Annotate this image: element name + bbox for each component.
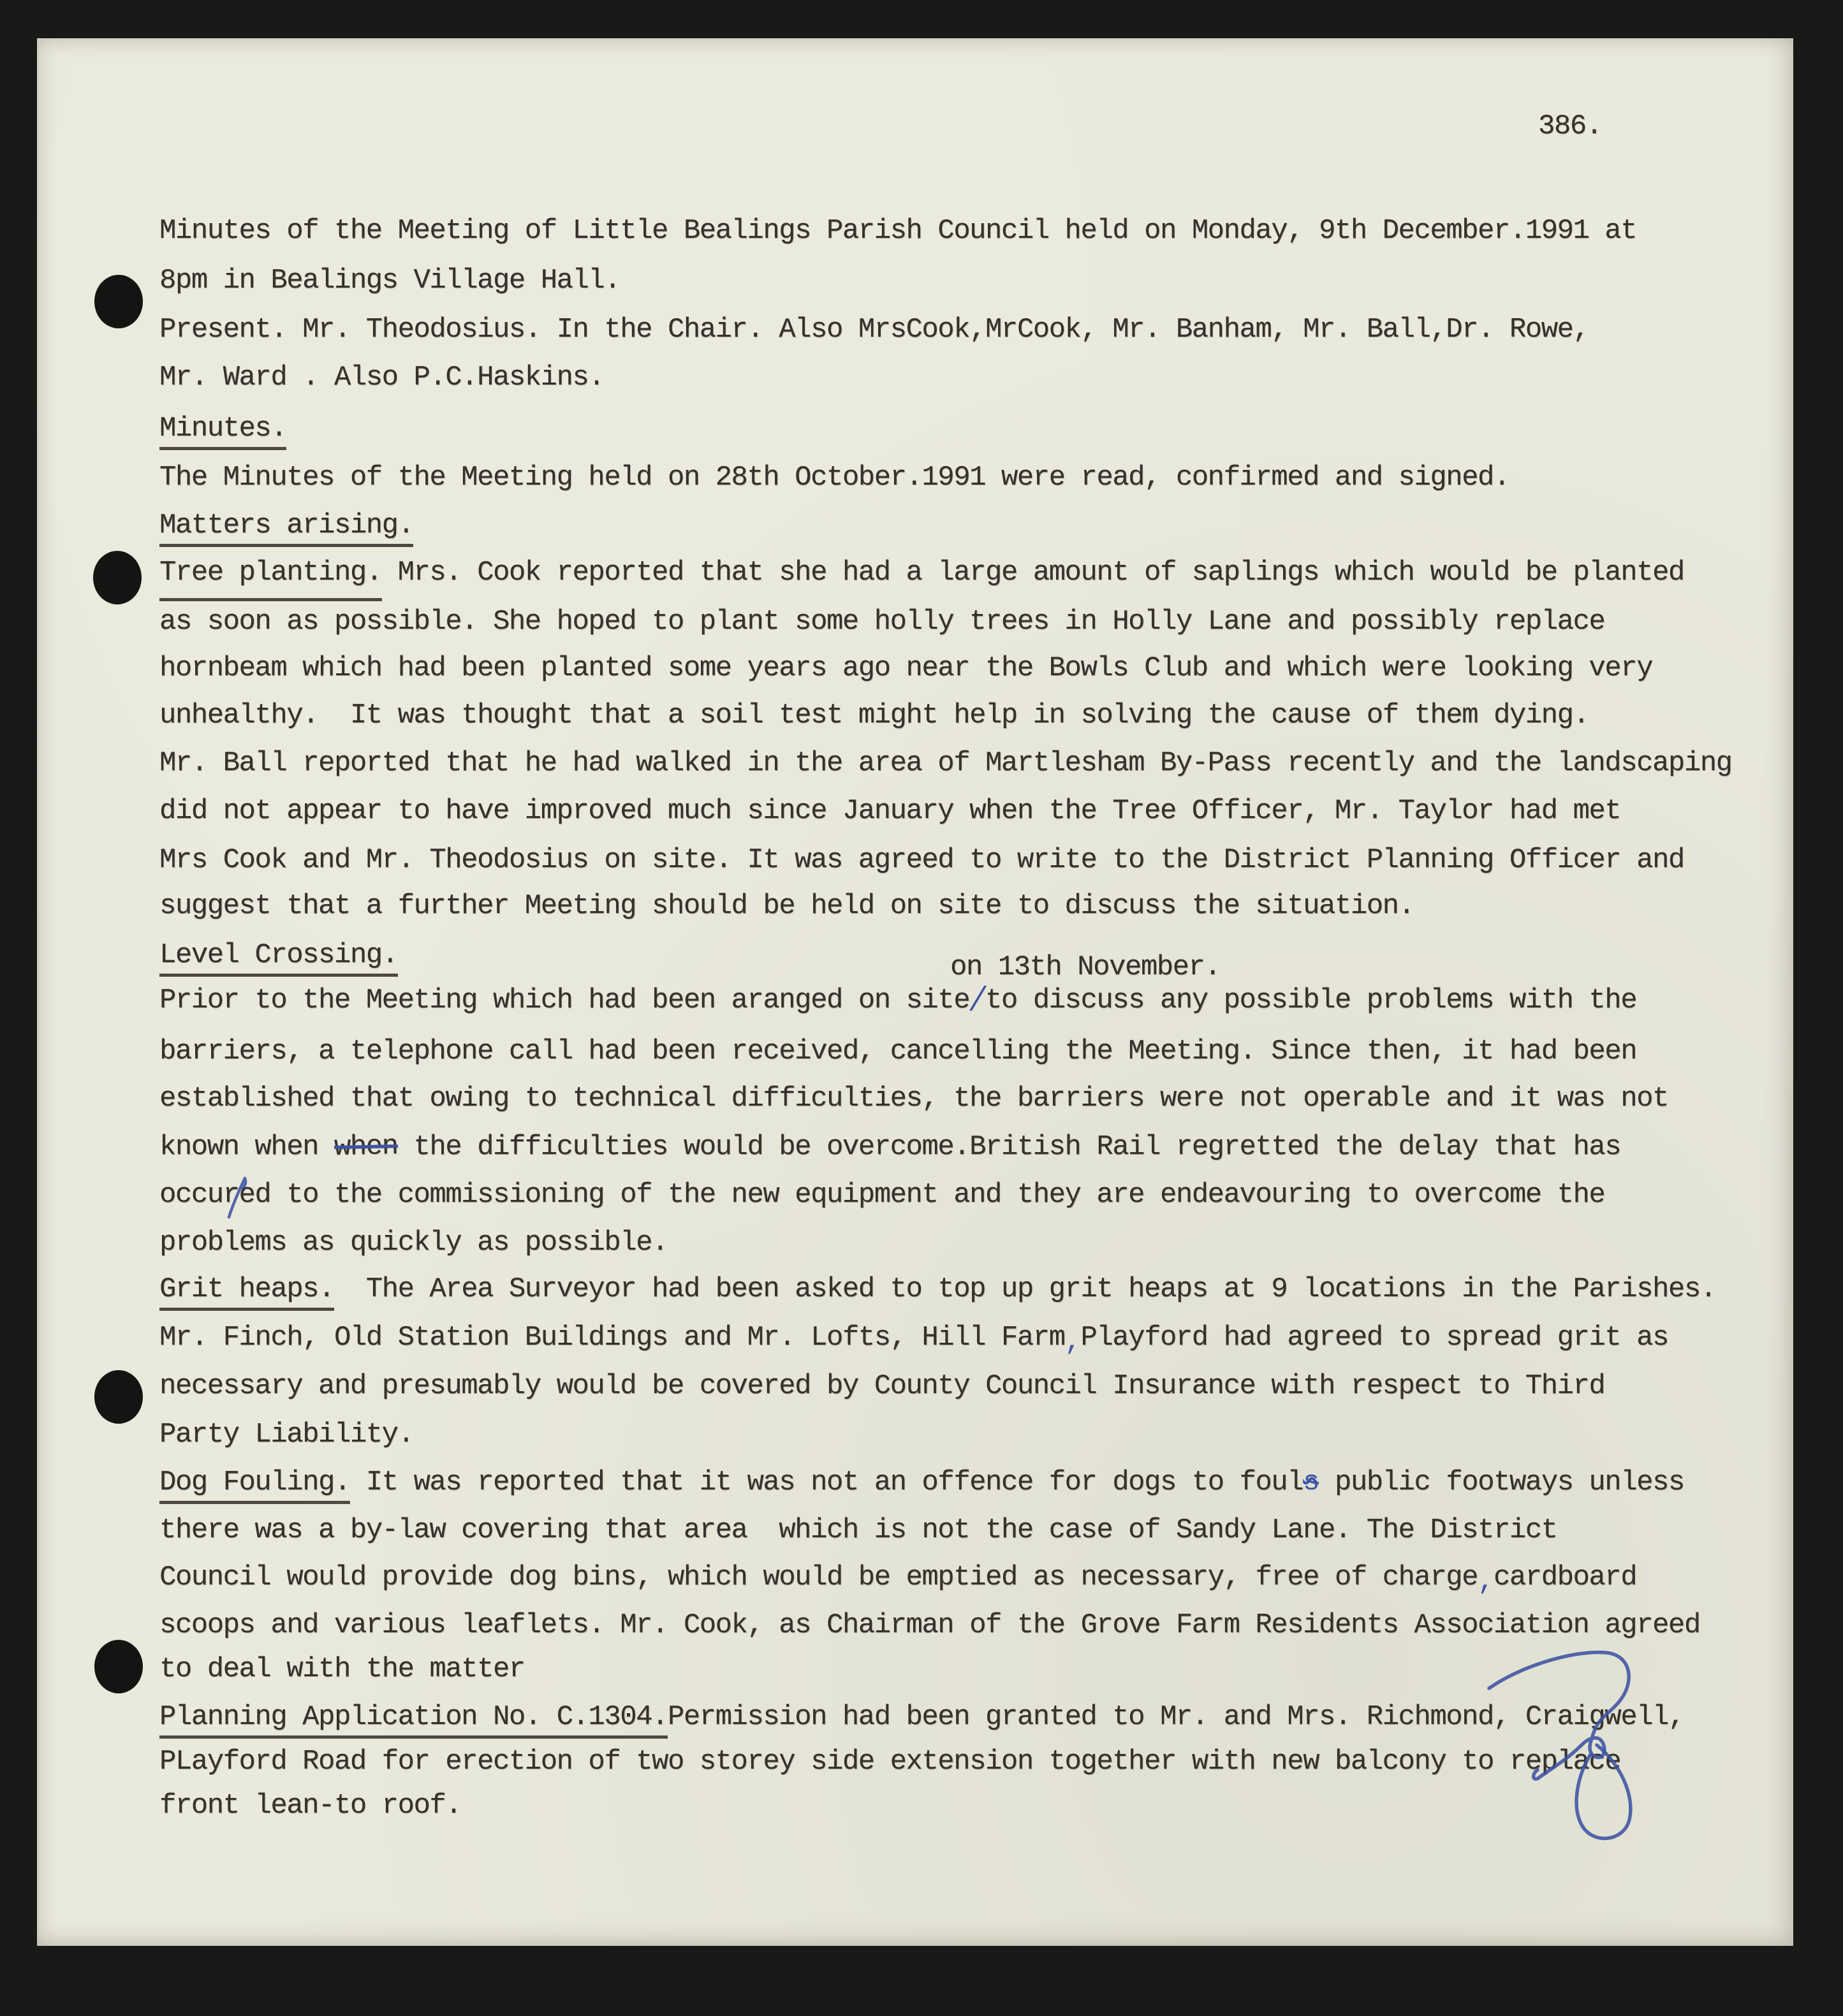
section-heading-tree-planting: Tree planting. [159,557,382,601]
doc-line: to deal with the matter [159,1653,525,1685]
section-heading-level-crossing: Level Crossing. [159,939,398,977]
pen-struck-word: when [334,1130,399,1164]
doc-line [159,1561,1637,1598]
doc-line: hornbeam which had been planted some years ago near the Bowls Club and which were looking very [159,652,1653,684]
section-heading-matters-arising: Matters arising. [159,509,413,547]
doc-line [159,1273,1716,1305]
doc-line: Mrs Cook and Mr. Theodosius on site. It was agreed to write to the District Planning Officer and [159,844,1684,876]
line-text: Prior to the Meeting which had been aranged on site [159,984,970,1016]
section-heading-grit-heaps: Grit heaps. [159,1273,334,1311]
line-text: Mrs. Cook reported that she had a large amount of saplings which would be planted [381,557,1684,588]
doc-line: did not appear to have improved much since January when the Tree Officer, Mr. Taylor had met [159,795,1621,827]
doc-line: Party Liability. [159,1419,414,1450]
doc-line: The Minutes of the Meeting held on 28th October.1991 were read, confirmed and signed. [159,462,1509,493]
interline-insertion: on 13th November. [950,951,1221,983]
doc-line: 8pm in Bealings Village Hall. [159,265,620,296]
pen-caret-mark [224,1175,250,1221]
line-text: the difficulties would be overcome.British Rail regretted the delay that has [397,1131,1621,1163]
doc-line: Mr. Ward . Also P.C.Haskins. [159,362,605,393]
doc-line: there was a by-law covering that area which is not the case of Sandy Lane. The District [159,1514,1557,1546]
doc-line: unhealthy. It was thought that a soil test might help in solving the cause of them dying. [159,699,1589,731]
hole-punch [93,551,142,604]
pen-flourish-scribble [1485,1646,1650,1857]
doc-line: Minutes of the Meeting of Little Bealings Parish Council held on Monday, 9th December.1991 at [159,215,1637,247]
doc-line: occured to the commissioning of the new equipment and they are endeavouring to overcome the [159,1179,1605,1211]
doc-line [159,1322,1668,1358]
line-text: cardboard [1493,1561,1637,1593]
doc-line [159,939,398,971]
hole-punch [94,1370,143,1424]
doc-line: front lean-to roof. [159,1790,462,1822]
doc-line: established that owing to technical difficulties, the barriers were not operable and it was not [159,1083,1668,1114]
doc-line [159,413,286,444]
doc-line: as soon as possible. She hoped to plant some holly trees in Holly Lane and possibly replace [159,606,1605,638]
doc-line: suggest that a further Meeting should be held on site to discuss the situation. [159,890,1414,922]
line-text: to discuss any possible problems with the [985,984,1637,1016]
doc-line [159,1131,1620,1163]
doc-line [159,509,413,541]
pen-insertion-slash: / [966,980,988,1024]
line-text: Playford had agreed to spread grit as [1080,1322,1668,1354]
doc-line: Present. Mr. Theodosius. In the Chair. Also MrsCook,MrCook, Mr. Banham, Mr. Ball,Dr. Rowe, [159,314,1589,346]
doc-line [159,1701,1684,1733]
doc-line: PLayford Road for erection of two storey side extension together with new balcony to replace [159,1746,1621,1778]
doc-line: Mr. Ball reported that he had walked in the area of Martlesham By-Pass recently and the landscaping [159,747,1732,779]
line-text: It was reported that it was not an offence for dogs to foul [349,1466,1303,1498]
section-heading-planning-application: Planning Application No. C.1304. [159,1701,668,1739]
page-number: 386. [1538,110,1602,142]
line-text: public footways unless [1319,1466,1684,1498]
doc-line: scoops and various leaflets. Mr. Cook, as Chairman of the Grove Farm Residents Association agreed [159,1609,1700,1641]
line-text: The Area Surveyor had been asked to top up grit heaps at 9 locations in the Parishes. [334,1273,1716,1305]
pen-scribbled-character: s [1303,1466,1319,1498]
hole-punch [94,1640,143,1693]
doc-line [159,980,1637,1024]
doc-line [159,557,1684,588]
line-text: known when [159,1131,334,1163]
doc-line: barriers, a telephone call had been received, cancelling the Meeting. Since then, it had been [159,1035,1637,1067]
section-heading-dog-fouling: Dog Fouling. [159,1466,350,1504]
section-heading-minutes: Minutes. [159,413,286,450]
pen-inserted-comma: , [1478,1566,1494,1598]
line-text: Mr. Finch, Old Station Buildings and Mr. Lofts, Hill Farm [159,1322,1065,1354]
line-text: Permission had been granted to Mr. and Mrs. Richmond, Craigwell, [667,1701,1684,1733]
line-text: Council would provide dog bins, which would be emptied as necessary, free of charge [159,1561,1478,1593]
doc-line: problems as quickly as possible. [159,1227,668,1259]
pen-inserted-comma: , [1064,1326,1081,1358]
doc-line [159,1466,1684,1498]
doc-line: necessary and presumably would be covered by County Council Insurance with respect to Third [159,1370,1605,1402]
hole-punch [94,275,143,328]
